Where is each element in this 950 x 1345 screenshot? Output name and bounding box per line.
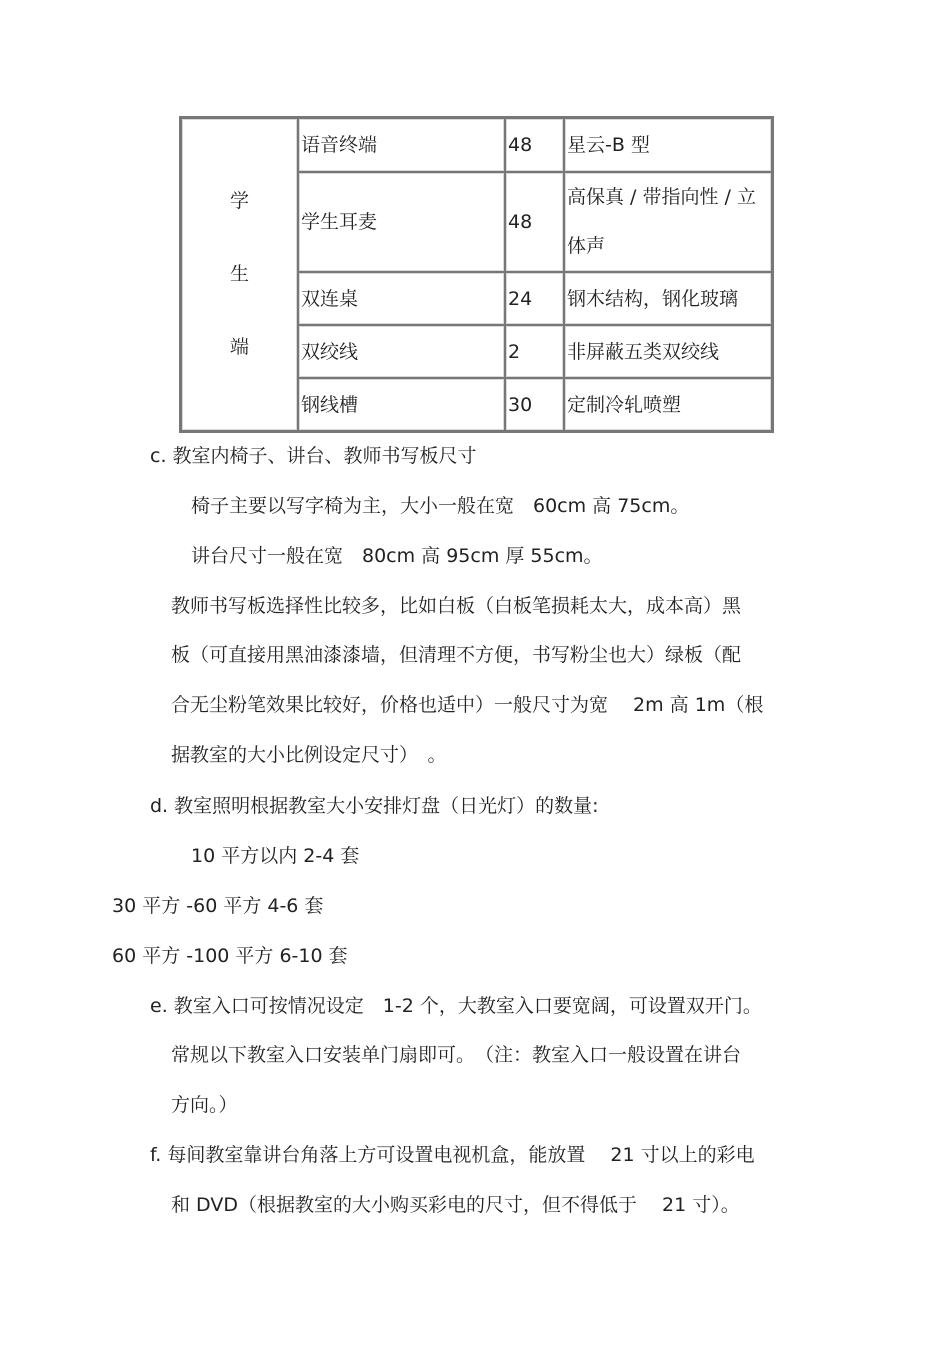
item-cell: 学生耳麦 — [298, 172, 505, 272]
section-e-line: e. 教室入口可按情况设定 1-2 个，大教室入口要宽阔，可设置双开门。 — [150, 995, 762, 1017]
board-paragraph-line: 板（可直接用黑油漆漆墙，但清理不方便，书写粉尘也大）绿板（配 — [171, 644, 742, 666]
section-d-heading: d. 教室照明根据教室大小安排灯盘（日光灯）的数量: — [150, 795, 599, 817]
qty-cell: 2 — [505, 325, 564, 378]
spec-cell: 非屏蔽五类双绞线 — [564, 325, 772, 378]
lighting-item: 60 平方 -100 平方 6-10 套 — [112, 945, 348, 967]
spec-cell: 星云-B 型 — [564, 118, 772, 172]
section-f-line: 和 DVD（根据教室的大小购买彩电的尺寸，但不得低于 21 寸）。 — [171, 1194, 740, 1216]
qty-cell: 24 — [505, 272, 564, 325]
group-label-cell — [181, 118, 298, 431]
spec-cell: 钢木结构，钢化玻璃 — [564, 272, 772, 325]
table-row — [181, 118, 772, 172]
board-paragraph-line: 据教室的大小比例设定尺寸） 。 — [171, 744, 447, 766]
item-cell: 双绞线 — [298, 325, 505, 378]
chair-size-text: 椅子主要以写字椅为主，大小一般在宽 60cm 高 75cm。 — [191, 495, 690, 517]
section-f-line: f. 每间教室靠讲台角落上方可设置电视机盒，能放置 21 寸以上的彩电 — [150, 1144, 755, 1166]
item-cell: 双连桌 — [298, 272, 505, 325]
board-paragraph-line: 合无尘粉笔效果比较好，价格也适中）一般尺寸为宽 2m 高 1m（根 — [171, 694, 764, 716]
item-cell: 语音终端 — [298, 118, 505, 172]
spec-cell: 定制冷轧喷塑 — [564, 378, 772, 431]
lighting-item: 30 平方 -60 平方 4-6 套 — [112, 895, 324, 917]
spec-cell: 高保真 / 带指向性 / 立体声 — [564, 172, 772, 272]
section-c-heading: c. 教室内椅子、讲台、教师书写板尺寸 — [150, 445, 477, 467]
group-label-char: 端 — [229, 336, 249, 358]
qty-cell: 30 — [505, 378, 564, 431]
podium-size-text: 讲台尺寸一般在宽 80cm 高 95cm 厚 55cm。 — [191, 545, 603, 567]
equipment-table — [179, 116, 774, 433]
qty-cell: 48 — [505, 172, 564, 272]
group-label-char: 学 — [229, 190, 249, 212]
section-e-line: 方向。） — [171, 1094, 238, 1116]
item-cell: 钢线槽 — [298, 378, 505, 431]
lighting-item: 10 平方以内 2-4 套 — [191, 845, 360, 867]
section-e-line: 常规以下教室入口安装单门扇即可。 （注：教室入口一般设置在讲台 — [171, 1044, 742, 1066]
qty-cell: 48 — [505, 118, 564, 172]
board-paragraph-line: 教师书写板选择性比较多，比如白板（白板笔损耗太大，成本高）黑 — [171, 595, 742, 617]
group-label-char: 生 — [229, 263, 249, 285]
